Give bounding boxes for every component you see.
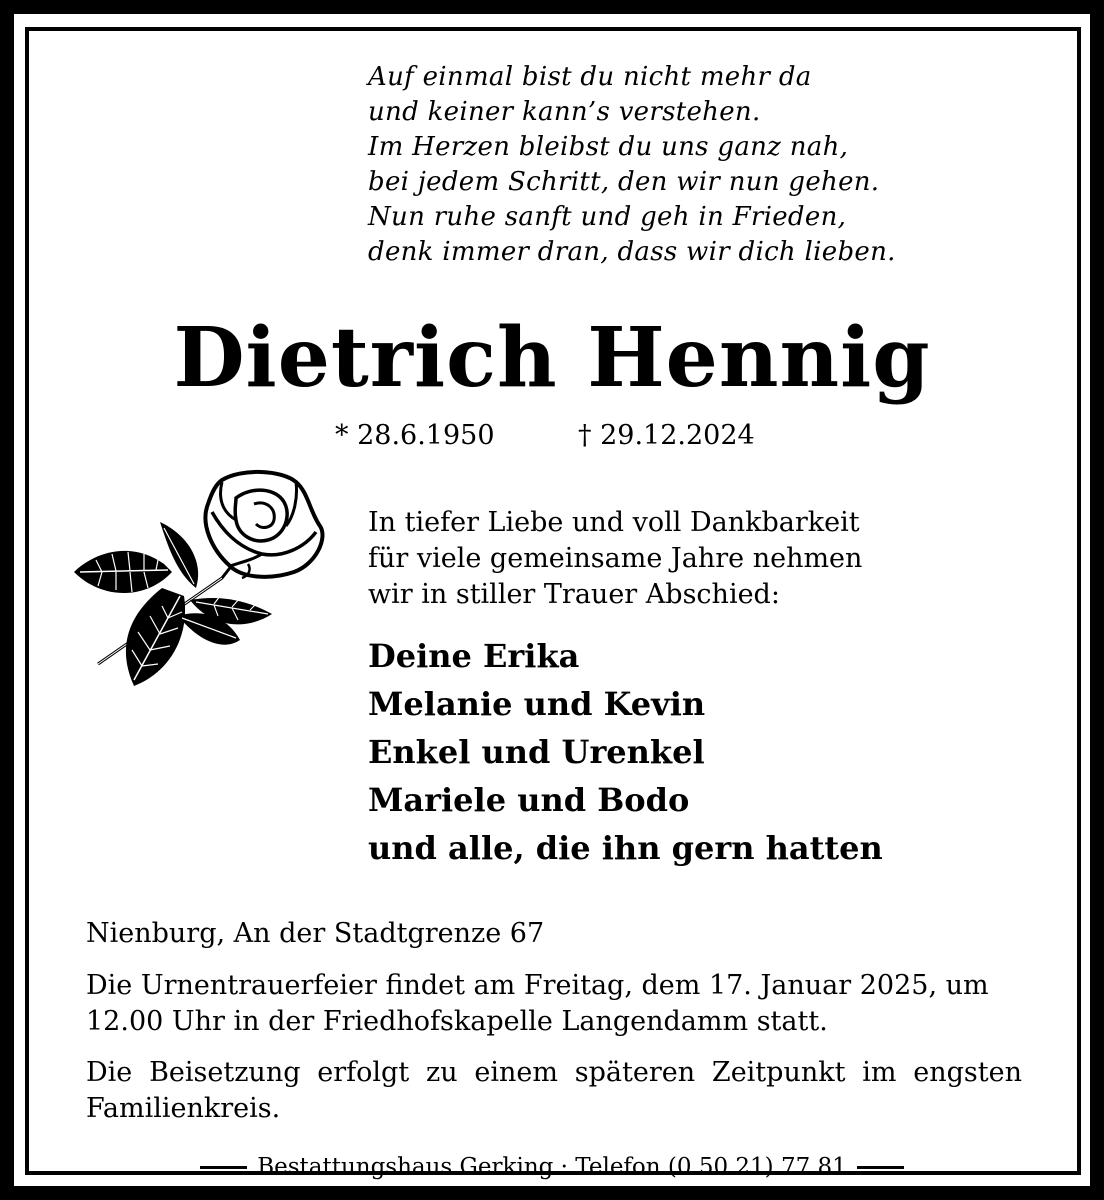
farewell-intro bbox=[368, 505, 862, 613]
burial-info: Die Beisetzung erfolgt zu einem späteren Zeitpunkt im engsten Familienkreis. bbox=[86, 1057, 1022, 1124]
mourner: Deine Erika bbox=[368, 637, 580, 675]
poem-line: bei jedem Schritt, den wir nun gehen. bbox=[368, 167, 880, 197]
mourner: und alle, die ihn gern hatten bbox=[368, 829, 883, 867]
poem-line: denk immer dran, dass wir dich lieben. bbox=[368, 237, 896, 267]
intro-line: wir in stiller Trauer Abschied: bbox=[368, 579, 780, 610]
death-date: † 29.12.2024 bbox=[578, 420, 755, 451]
intro-line: In tiefer Liebe und voll Dankbarkeit bbox=[368, 507, 860, 538]
rose-icon bbox=[72, 468, 332, 693]
intro-line: für viele gemeinsame Jahre nehmen bbox=[368, 543, 863, 574]
address: Nienburg, An der Stadtgrenze 67 bbox=[86, 918, 545, 949]
footer bbox=[200, 1152, 904, 1182]
footer-rule-right bbox=[857, 1166, 904, 1169]
memorial-poem bbox=[368, 60, 1008, 270]
poem-line: und keiner kann’s verstehen. bbox=[368, 97, 761, 127]
poem-line: Auf einmal bist du nicht mehr da bbox=[368, 62, 812, 92]
footer-rule-left bbox=[200, 1166, 247, 1169]
mourner: Mariele und Bodo bbox=[368, 781, 690, 819]
mourner: Enkel und Urenkel bbox=[368, 733, 705, 771]
mourners-list bbox=[368, 632, 883, 872]
funeral-home-contact: Bestattungshaus Gerking · Telefon (0 50 21) 77 81 bbox=[257, 1154, 847, 1180]
ceremony-info: Die Urnentrauerfeier findet am Freitag, dem 17. Januar 2025, um 12.00 Uhr in der Friedhofskapelle Langendamm statt. bbox=[86, 970, 989, 1037]
poem-line: Nun ruhe sanft und geh in Frieden, bbox=[368, 202, 847, 232]
birth-date: * 28.6.1950 bbox=[335, 420, 495, 451]
deceased-name: Dietrich Hennig bbox=[173, 310, 931, 406]
poem-line: Im Herzen bleibst du uns ganz nah, bbox=[368, 132, 849, 162]
mourner: Melanie und Kevin bbox=[368, 685, 706, 723]
